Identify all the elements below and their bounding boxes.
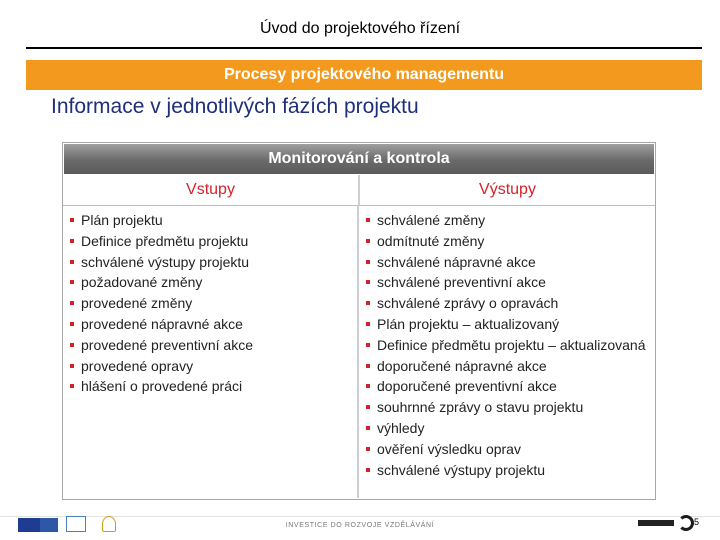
- column-headers: [63, 175, 655, 206]
- section-banner: [26, 60, 702, 90]
- list-item: schválené výstupy projektu: [365, 460, 649, 481]
- list-item: provedené nápravné akce: [69, 314, 351, 335]
- list-item: provedené opravy: [69, 356, 351, 377]
- outputs-header: Výstupy: [479, 181, 536, 198]
- list-item: Plán projektu: [69, 210, 351, 231]
- process-table: [62, 142, 656, 500]
- list-item: schválené zprávy o opravách: [365, 293, 649, 314]
- table-title: Monitorování a kontrola: [64, 144, 654, 174]
- outputs-column: [359, 206, 655, 498]
- list-item: Plán projektu – aktualizovaný: [365, 314, 649, 335]
- page-heading: Informace v jednotlivých fázích projektu: [51, 95, 419, 118]
- title-divider: [26, 47, 702, 49]
- inputs-column: [63, 206, 359, 498]
- list-item: Definice předmětu projektu – aktualizovaná: [365, 335, 649, 356]
- slide-title: Úvod do projektového řízení: [259, 20, 461, 37]
- inputs-list: [63, 210, 357, 397]
- list-item: požadované změny: [69, 272, 351, 293]
- list-item: výhledy: [365, 418, 649, 439]
- partner-logo-mark: [678, 515, 694, 531]
- list-item: souhrnné zprávy o stavu projektu: [365, 397, 649, 418]
- list-item: ověření výsledku oprav: [365, 439, 649, 460]
- outputs-list: [359, 210, 655, 480]
- partner-logo: [638, 520, 674, 526]
- list-item: schválené preventivní akce: [365, 272, 649, 293]
- list-item: hlášení o provedené práci: [69, 376, 351, 397]
- list-item: schválené nápravné akce: [365, 252, 649, 273]
- list-item: odmítnuté změny: [365, 231, 649, 252]
- page-number: 5: [694, 517, 700, 527]
- list-item: provedené preventivní akce: [69, 335, 351, 356]
- list-item: doporučené nápravné akce: [365, 356, 649, 377]
- footer-slogan: INVESTICE DO ROZVOJE VZDĚLÁVÁNÍ: [285, 522, 435, 529]
- list-item: Definice předmětu projektu: [69, 231, 351, 252]
- list-item: schválené změny: [365, 210, 649, 231]
- section-banner-label: Procesy projektového managementu: [223, 66, 505, 83]
- list-item: provedené změny: [69, 293, 351, 314]
- inputs-header: Vstupy: [63, 175, 360, 205]
- list-item: doporučené preventivní akce: [365, 376, 649, 397]
- list-item: schválené výstupy projektu: [69, 252, 351, 273]
- table-body: [63, 206, 655, 498]
